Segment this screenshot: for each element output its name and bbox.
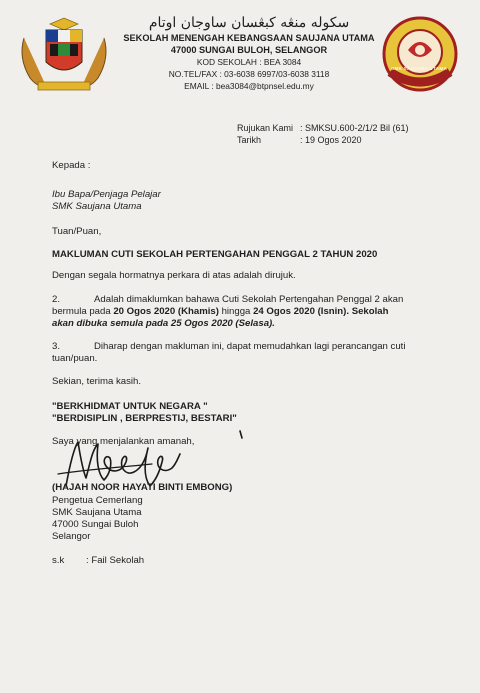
- coat-of-arms-logo: [16, 16, 112, 96]
- signer-name: (HAJAH NOOR HAYATI BINTI EMBONG): [52, 482, 233, 493]
- reference-value: : SMKSU.600-2/1/2 Bil (61): [300, 123, 409, 133]
- school-phone: NO.TEL/FAX : 03-6038 6997/03-6038 3118: [168, 69, 330, 79]
- paragraph-2-text-a: bermula pada: [52, 306, 114, 317]
- reference-label: Rujukan Kami: [237, 123, 294, 133]
- signature-tick: [238, 430, 246, 440]
- signer-school: SMK Saujana Utama: [52, 507, 142, 518]
- paragraph-2-number: 2.: [52, 294, 61, 305]
- date-value: : 19 Ogos 2020: [300, 135, 362, 145]
- school-name-jawi: سکوله منڠه کبڠسان ساوجان اوتام: [148, 15, 350, 31]
- signer-title: Pengetua Cemerlang: [52, 495, 143, 506]
- school-name: SEKOLAH MENENGAH KEBANGSAAN SAUJANA UTAMA: [123, 33, 375, 43]
- paragraph-2-text-c: hingga: [218, 306, 254, 317]
- salutation: Tuan/Puan,: [52, 226, 102, 237]
- paragraph-2-line2: [52, 306, 389, 318]
- signature-intro: Saya yang menjalankan amanah,: [52, 436, 195, 447]
- signer-address-2: Selangor: [52, 531, 91, 542]
- recipient-line1: Ibu Bapa/Penjaga Pelajar: [52, 189, 161, 200]
- school-address: 47000 SUNGAI BULOH, SELANGOR: [170, 45, 328, 55]
- paragraph-2-line1: Adalah dimaklumkan bahawa Cuti Sekolah Pertengahan Penggal 2 akan: [94, 294, 404, 305]
- holiday-end-date: 24 Ogos 2020 (Isnin). Sekolah: [253, 306, 389, 317]
- paragraph-3-number: 3.: [52, 341, 61, 352]
- holiday-start-date: 20 Ogos 2020 (Khamis): [113, 306, 219, 317]
- signer-address-1: 47000 Sungai Buloh: [52, 519, 139, 530]
- letter-subject: MAKLUMAN CUTI SEKOLAH PERTENGAHAN PENGGAL 2 TAHUN 2020: [52, 249, 378, 260]
- cc-label: s.k: [52, 555, 65, 566]
- intro-paragraph: Dengan segala hormatnya perkara di atas adalah dirujuk.: [52, 270, 296, 281]
- closing: Sekian, terima kasih.: [52, 376, 142, 387]
- paragraph-2-line3: akan dibuka semula pada 25 Ogos 2020 (Selasa).: [52, 318, 275, 329]
- recipient-label: Kepada :: [52, 160, 91, 171]
- school-logo: [380, 14, 460, 94]
- letterhead: [118, 14, 380, 92]
- school-code: KOD SEKOLAH : BEA 3084: [196, 57, 302, 67]
- paragraph-3-line2: tuan/puan.: [52, 353, 98, 364]
- cc-value: : Fail Sekolah: [86, 555, 145, 566]
- school-email: EMAIL : bea3084@btpnsel.edu.my: [184, 81, 314, 91]
- motto-2: "BERDISIPLIN , BERPRESTIJ, BESTARI": [52, 413, 237, 424]
- school-logo-text: SMK SAUJANA UTAMA: [391, 66, 448, 71]
- motto-1: "BERKHIDMAT UNTUK NEGARA ": [52, 401, 208, 412]
- recipient-line2: SMK Saujana Utama: [52, 201, 142, 212]
- date-label: Tarikh: [237, 135, 262, 145]
- paragraph-3-line1: Diharap dengan makluman ini, dapat memudahkan lagi perancangan cuti: [94, 341, 406, 352]
